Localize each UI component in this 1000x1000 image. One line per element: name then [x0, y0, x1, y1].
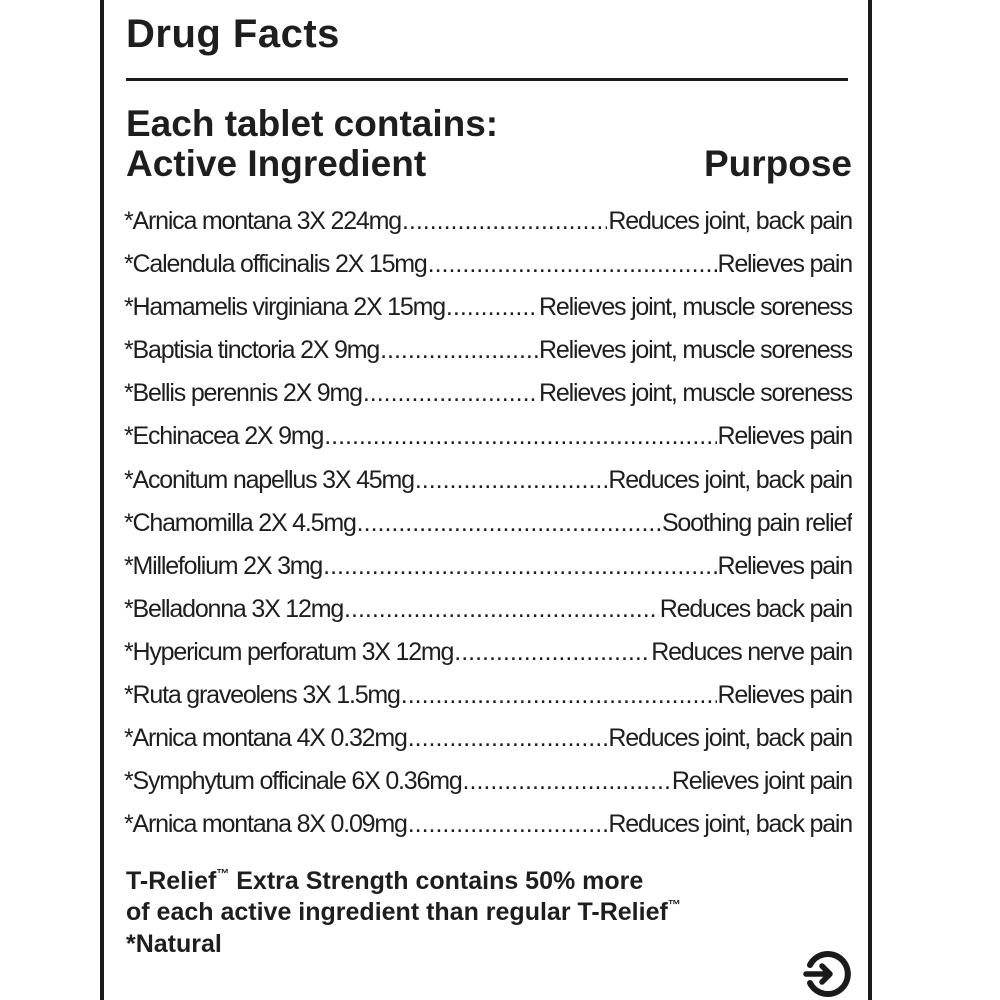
ingredient-row — [124, 293, 852, 336]
ingredient-name: *Arnica montana 4X 0.32mg — [124, 724, 407, 753]
ingredient-name: *Hamamelis virginiana 2X 15mg — [124, 293, 445, 322]
natural-note: *Natural — [126, 929, 222, 958]
ingredient-row — [124, 810, 852, 853]
ingredient-name: *Belladonna 3X 12mg — [124, 594, 344, 623]
column-headers — [126, 144, 852, 185]
trademark-mark: ™ — [667, 897, 681, 913]
ingredient-purpose: Relieves joint pain — [671, 767, 852, 796]
ingredient-purpose: Relieves joint, muscle soreness — [539, 336, 852, 365]
ingredient-name: *Millefolium 2X 3mg — [124, 551, 323, 580]
purpose-header: Purpose — [703, 143, 852, 184]
ingredient-purpose: Reduces joint, back pain — [608, 810, 852, 839]
ingredient-row — [124, 552, 852, 595]
dot-leader — [415, 466, 608, 495]
ingredient-name: *Arnica montana 3X 224mg — [124, 207, 401, 235]
ingredient-name: *Calendula officinalis 2X 15mg — [124, 250, 427, 279]
ingredient-purpose: Relieves joint, muscle soreness — [539, 379, 852, 408]
arrow-right-circle-icon[interactable] — [800, 948, 852, 1000]
dot-leader — [428, 250, 717, 279]
ingredient-purpose: Reduces joint, back pain — [608, 207, 852, 235]
dot-leader — [357, 509, 661, 538]
ingredient-row — [124, 379, 852, 422]
page-title: Drug Facts — [126, 12, 340, 56]
trademark-mark: ™ — [216, 866, 230, 881]
dot-leader — [323, 552, 716, 581]
footer-line-1: T-Relief™ Extra Strength contains 50% more — [126, 866, 644, 895]
ingredient-purpose: Relieves pain — [717, 551, 852, 580]
ingredient-name: *Arnica montana 8X 0.09mg — [124, 810, 407, 839]
ingredient-row — [124, 509, 852, 552]
ingredient-name: *Bellis perennis 2X 9mg — [124, 379, 362, 408]
ingredient-row — [124, 638, 852, 681]
dot-leader — [463, 767, 671, 796]
footer-note — [126, 866, 681, 960]
ingredient-purpose: Relieves pain — [717, 250, 852, 279]
ingredient-name: *Chamomilla 2X 4.5mg — [124, 508, 356, 537]
ingredient-name: *Ruta graveolens 3X 1.5mg — [124, 681, 400, 710]
ingredient-purpose: Soothing pain relief — [661, 508, 852, 537]
ingredient-row — [124, 595, 852, 638]
active-ingredient-header: Active Ingredient — [126, 143, 427, 184]
dot-leader — [363, 379, 538, 408]
ingredient-name: *Hypericum perforatum 3X 12mg — [124, 637, 454, 666]
ingredient-list — [124, 207, 852, 853]
ingredient-purpose: Reduces back pain — [659, 594, 852, 623]
each-tablet-heading: Each tablet contains: — [126, 103, 499, 144]
ingredient-purpose: Relieves pain — [717, 681, 852, 710]
ingredient-row — [124, 422, 852, 465]
ingredient-row — [124, 336, 852, 379]
ingredient-purpose: Relieves pain — [717, 422, 852, 451]
ingredient-name: *Symphytum officinale 6X 0.36mg — [124, 767, 462, 796]
dot-leader — [408, 724, 608, 753]
dot-leader — [446, 293, 538, 322]
ingredient-row — [124, 466, 852, 509]
ingredient-name: *Aconitum napellus 3X 45mg — [124, 465, 414, 494]
ingredient-row — [124, 724, 852, 767]
ingredient-purpose: Relieves joint, muscle soreness — [539, 293, 852, 322]
footer-line-2: of each active ingredient than regular T-Relief™ — [126, 897, 681, 927]
ingredient-name: *Echinacea 2X 9mg — [124, 422, 324, 451]
divider — [126, 78, 848, 81]
ingredient-row — [124, 681, 852, 724]
dot-leader — [402, 207, 607, 236]
dot-leader — [408, 810, 608, 839]
ingredient-row — [124, 207, 852, 250]
ingredient-row — [124, 767, 852, 810]
ingredient-purpose: Reduces nerve pain — [651, 637, 852, 666]
ingredient-purpose: Reduces joint, back pain — [608, 465, 852, 494]
dot-leader — [344, 595, 659, 624]
dot-leader — [401, 681, 717, 710]
ingredient-purpose: Reduces joint, back pain — [608, 724, 852, 753]
ingredient-name: *Baptisia tinctoria 2X 9mg — [124, 336, 380, 365]
dot-leader — [454, 638, 650, 667]
dot-leader — [380, 336, 538, 365]
dot-leader — [324, 422, 716, 451]
ingredient-row — [124, 250, 852, 293]
